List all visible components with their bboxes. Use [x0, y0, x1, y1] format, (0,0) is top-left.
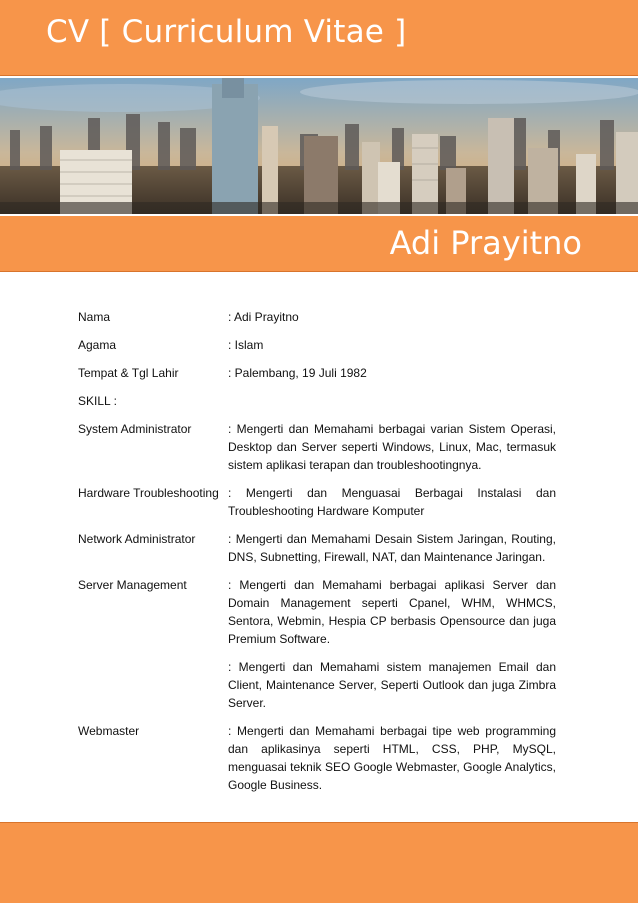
info-label: Tempat & Tgl Lahir — [78, 366, 179, 380]
skill-description: : Mengerti dan Memahami berbagai aplikasi Server dan Domain Management seperti Cpanel, WHM, WHMCS, Sentora, Webmin, Hespia CP berbasis Opensource dan juga Premium Software. — [228, 578, 556, 646]
skill-description: : Mengerti dan Memahami Desain Sistem Jaringan, Routing, DNS, Subnetting, Firewall, NAT, dan Maintenance Jaringan. — [228, 532, 556, 564]
skill-value — [228, 576, 556, 712]
info-row-agama — [78, 336, 556, 354]
skill-value — [228, 722, 556, 794]
skill-label: Network Administrator — [78, 532, 196, 546]
skill-heading: SKILL : — [78, 394, 117, 408]
footer-bar — [0, 822, 638, 903]
name-bar — [0, 216, 638, 272]
skill-label: Hardware Troubleshooting — [78, 486, 219, 500]
skill-row — [78, 484, 556, 520]
skill-value — [228, 420, 556, 474]
info-label: Nama — [78, 310, 111, 324]
info-value: : Palembang, 19 Juli 1982 — [228, 366, 367, 380]
info-value: : Adi Prayitno — [228, 310, 299, 324]
city-skyline-photo — [0, 78, 638, 214]
skill-row — [78, 722, 556, 794]
cv-content — [78, 308, 556, 804]
skill-row — [78, 420, 556, 474]
info-row-ttl — [78, 364, 556, 382]
skill-description: : Mengerti dan Memahami sistem manajemen Email dan Client, Maintenance Server, Seperti Outlook dan juga Zimbra Server. — [228, 660, 556, 710]
skill-row — [78, 576, 556, 712]
skill-label: System Administrator — [78, 422, 192, 436]
header-bar — [0, 0, 638, 76]
person-name: Adi Prayitno — [389, 224, 582, 262]
info-label: Agama — [78, 338, 117, 352]
info-row-nama — [78, 308, 556, 326]
skill-label: Server Management — [78, 578, 187, 592]
skill-row — [78, 530, 556, 566]
skill-description: : Mengerti dan Memahami berbagai varian Sistem Operasi, Desktop dan Server seperti Windows, Linux, Mac, termasuk sistem aplikasi terapan dan troubleshootingnya. — [228, 422, 556, 472]
page-title: CV [ Curriculum Vitae ] — [46, 14, 407, 50]
skill-value — [228, 530, 556, 566]
info-value: : Islam — [228, 338, 264, 352]
skill-description: : Mengerti dan Menguasai Berbagai Instalasi dan Troubleshooting Hardware Komputer — [228, 486, 556, 518]
skill-label: Webmaster — [78, 724, 140, 738]
skill-description: : Mengerti dan Memahami berbagai tipe web programming dan aplikasinya seperti HTML, CSS, PHP, MySQL, menguasai teknik SEO Google Webmaster, Google Analytics, Google Business. — [228, 724, 556, 792]
skill-heading-row — [78, 392, 556, 410]
skill-value — [228, 484, 556, 520]
